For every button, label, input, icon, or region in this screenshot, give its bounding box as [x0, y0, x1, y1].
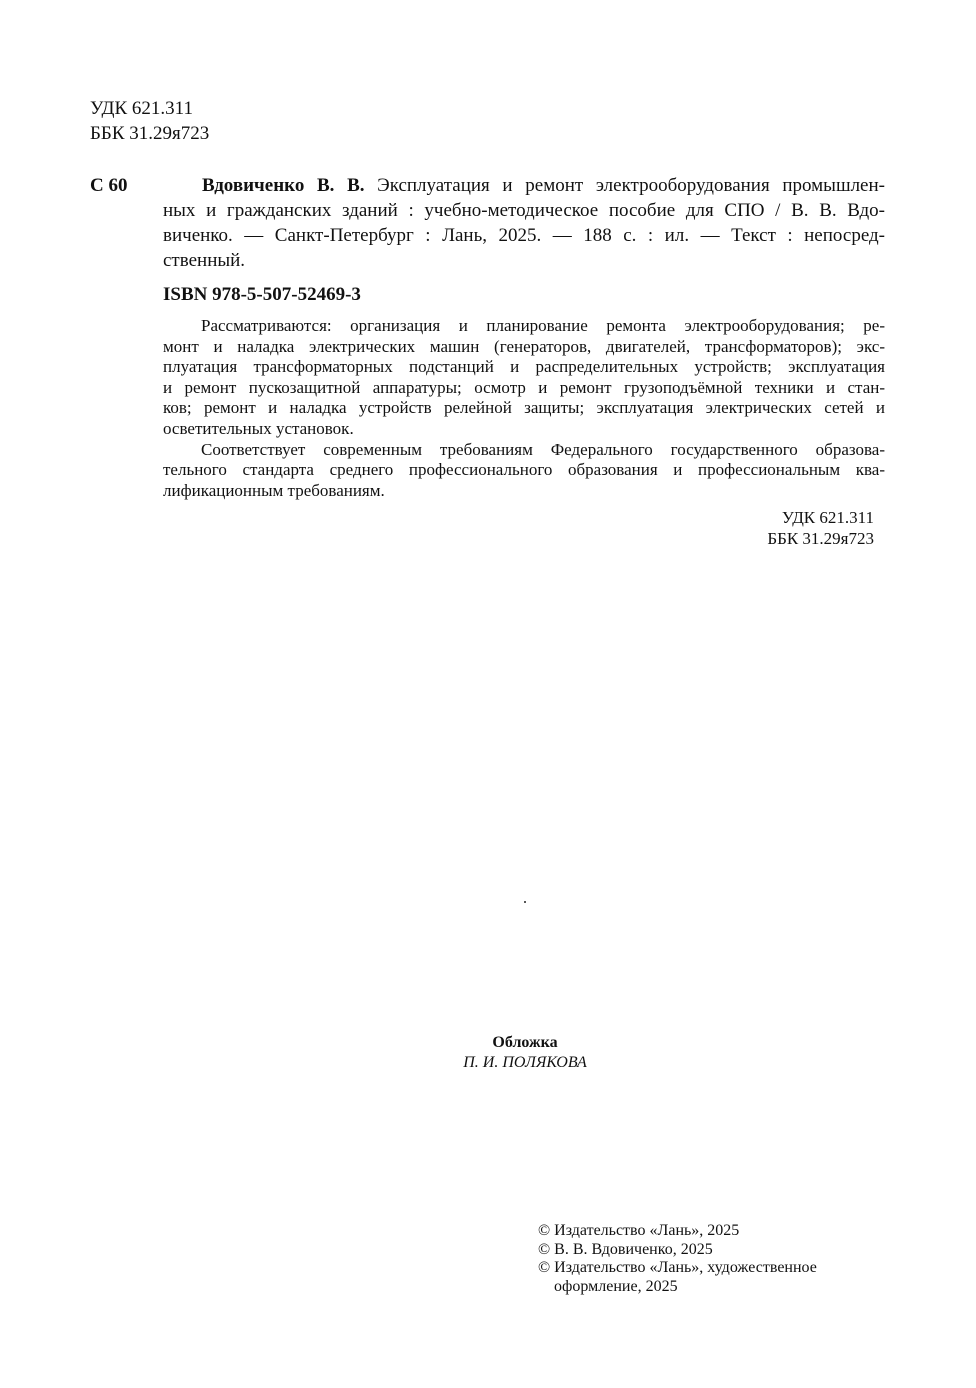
- stray-dot: [524, 901, 526, 903]
- udk-code: УДК 621.311: [90, 98, 193, 119]
- udk-code: УДК 621.311: [781, 508, 874, 527]
- bibliographic-record: [163, 173, 885, 273]
- abstract-line: ков; ремонт и наладка устройств релейной защиты; эксплуатация электрических сетей и: [163, 398, 885, 418]
- cover-credit: [425, 1033, 625, 1073]
- abstract-line: тельного стандарта среднего профессионального образования и профессиональным ква-: [163, 460, 885, 480]
- copyright-line: оформление, 2025: [554, 1277, 678, 1295]
- author-name: Вдовиченко В. В.: [202, 175, 365, 196]
- abstract-line: плуатация трансформаторных подстанций и распределительных устройств; эксплуатация: [163, 357, 885, 377]
- copyright-line: © Издательство «Лань», 2025: [538, 1222, 740, 1239]
- header-classification: [90, 96, 209, 146]
- author-mark: С 60: [90, 175, 128, 196]
- copyright-line: © В. В. Вдовиченко, 2025: [538, 1240, 713, 1258]
- bbk-code: ББК 31.29я723: [90, 123, 210, 144]
- biblio-title-text: Эксплуатация и ремонт электрооборудования промышлен-: [364, 175, 885, 196]
- copyright-line: © Издательство «Лань», художественное: [538, 1259, 817, 1276]
- biblio-line: [163, 173, 885, 198]
- abstract-line: Соответствует современным требованиям Федерального государственного образова-: [201, 439, 885, 459]
- abstract-line: монт и наладка электрических машин (генераторов, двигателей, трансформаторов); экс-: [163, 336, 885, 356]
- abstract-line: и ремонт пускозащитной аппаратуры; осмотр и ремонт грузоподъёмной техники и стан-: [163, 377, 885, 397]
- biblio-line: виченко. — Санкт-Петербург : Лань, 2025. — 188 с. : ил. — Текст : непосред-: [163, 225, 885, 246]
- abstract-line: Рассматриваются: организация и планирование ремонта электрооборудования; ре-: [201, 316, 885, 335]
- bbk-code: ББК 31.29я723: [767, 529, 874, 548]
- biblio-line: ственный.: [163, 250, 246, 271]
- abstract: [163, 316, 885, 501]
- isbn: ISBN 978-5-507-52469-3: [163, 284, 361, 305]
- abstract-line: осветительных установок.: [163, 418, 354, 438]
- biblio-line: ных и гражданских зданий : учебно-методическое пособие для СПО / В. В. Вдо-: [163, 200, 885, 221]
- cover-artist: П. И. ПОЛЯКОВА: [463, 1054, 587, 1071]
- cover-label: Обложка: [492, 1034, 558, 1051]
- footer-classification: [700, 507, 874, 549]
- copyright-block: [538, 1222, 817, 1296]
- abstract-line: лификационным требованиям.: [163, 480, 385, 500]
